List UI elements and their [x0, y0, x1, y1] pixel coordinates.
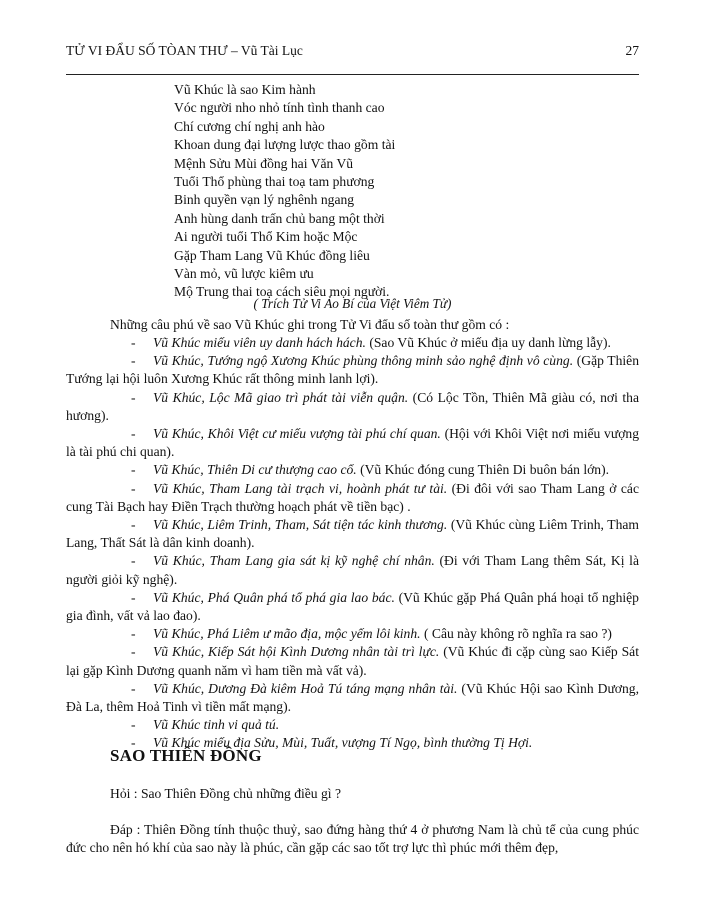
list-item: [66, 716, 639, 734]
bullet-dash: -: [131, 426, 136, 442]
intro-sentence: Những câu phú về sao Vũ Khúc ghi trong Tử Vi đẩu số toàn thư gồm có :: [110, 317, 510, 332]
saying-phrase: Vũ Khúc, Phá Liêm ư mão địa, mộc yếm lôi kinh.: [153, 626, 421, 642]
page-header: [66, 43, 639, 59]
poem-line: Vàn mỏ, vũ lược kiêm ưu: [174, 266, 314, 282]
poem-line: Vũ Khúc là sao Kim hành: [174, 82, 316, 97]
list-item: [66, 352, 639, 388]
saying-list: [66, 334, 639, 753]
bullet-dash: -: [131, 480, 136, 496]
saying-phrase: Vũ Khúc, Khôi Việt cư miếu vượng tài phú chí quan.: [153, 426, 441, 442]
list-item: [66, 589, 639, 625]
question-paragraph: Hỏi : Sao Thiên Đồng chủ những điều gì ?: [110, 786, 342, 801]
list-item: [66, 425, 639, 461]
list-item: [66, 680, 639, 716]
page-number: 27: [625, 43, 639, 58]
poem-line: Mộ Trung thai toạ cách siêu mọi người.: [174, 284, 390, 300]
saying-explanation: ( Câu này không rõ nghĩa ra sao ?): [420, 626, 612, 642]
saying-explanation: (Vũ Khúc cùng Liêm Trinh, Tham Lang, Thất Sát là dân kinh doanh).: [66, 517, 639, 551]
saying-explanation: (Hội với Khôi Việt nơi miếu vượng là tài phú chi quan).: [66, 426, 639, 460]
poem-line: Binh quyền vạn lý nghênh ngang: [174, 192, 355, 208]
list-item: [66, 461, 639, 479]
list-item: [66, 625, 639, 643]
poem-line: Gặp Tham Lang Vũ Khúc đồng liêu: [174, 247, 370, 263]
section-heading: SAO THIÊN ĐỒNG: [110, 746, 262, 765]
saying-phrase: Vũ Khúc, Thiên Di cư thượng cao cổ.: [153, 462, 357, 478]
poem-line: Vóc người nho nhỏ tính tình thanh cao: [174, 100, 385, 116]
bullet-dash: -: [131, 626, 136, 642]
list-item: [66, 480, 639, 516]
saying-explanation: (Có Lộc Tồn, Thiên Mã giàu có, nơi tha hương).: [66, 389, 640, 423]
poem-line: Chí cương chí nghị anh hào: [174, 118, 325, 134]
poem-citation: ( Trích Tử Vi Ảo Bí của Việt Viêm Tử): [253, 296, 452, 311]
poem-line: Anh hùng danh trấn chủ bang một thời: [174, 210, 385, 226]
header-rule: [66, 74, 639, 75]
saying-phrase: Vũ Khúc, Liêm Trinh, Tham, Sát tiện tác kinh thương.: [153, 517, 448, 533]
saying-explanation: (Gặp Thiên Tướng lại hội luôn Xương Khúc rất thông minh lanh lợi).: [66, 353, 639, 387]
saying-phrase: Vũ Khúc, Kiếp Sát hội Kình Dương nhân tài trì lực.: [153, 644, 440, 660]
bullet-dash: -: [131, 517, 136, 533]
bullet-dash: -: [131, 717, 136, 733]
bullet-dash: -: [131, 353, 136, 369]
saying-phrase: Vũ Khúc tinh vi quả tú.: [153, 717, 280, 733]
bullet-dash: -: [131, 680, 136, 696]
saying-explanation: (Đi với Tham Lang thêm Sát, Kị là người giỏi kỹ nghệ).: [66, 553, 639, 587]
bullet-dash: -: [131, 389, 136, 405]
saying-phrase: Vũ Khúc miếu địa Sửu, Mùi, Tuất, vượng Tí Ngọ, bình thường Tị Hợi.: [153, 735, 533, 751]
bullet-dash: -: [131, 462, 136, 478]
poem-block: [174, 81, 395, 302]
answer-paragraph: Đáp : Thiên Đồng tính thuộc thuỷ, sao đứng hàng thứ 4 ở phương Nam là chủ tể của cung phúc đức cho nên hó khí của sao này là phúc, cần gặp các sao tốt trợ lực thì phúc mới thêm đẹp,: [66, 822, 639, 856]
bullet-dash: -: [131, 335, 136, 350]
saying-explanation: (Sao Vũ Khúc ở miếu địa uy danh lừng lẫy).: [365, 335, 611, 350]
list-item: [66, 389, 639, 425]
list-item: [66, 516, 639, 552]
saying-phrase: Vũ Khúc, Lộc Mã giao trì phát tài viễn quận.: [153, 389, 409, 405]
saying-explanation: (Vũ Khúc gặp Phá Quân phá hoại tổ nghiệp gia đình, vất vả lao đao).: [66, 589, 639, 624]
list-item: [66, 334, 639, 352]
poem-line: Mệnh Sửu Mùi đồng hai Văn Vũ: [174, 155, 354, 171]
bullet-dash: -: [131, 553, 136, 569]
saying-phrase: Vũ Khúc, Phá Quân phá tổ phá gia lao bác.: [153, 589, 395, 605]
list-item: [66, 643, 639, 679]
saying-explanation: (Vũ Khúc đóng cung Thiên Di buôn bán lớn).: [356, 462, 610, 478]
list-item: [66, 552, 639, 588]
poem-line: Ai người tuổi Thổ Kim hoặc Mộc: [174, 229, 358, 245]
poem-line: Khoan dung đại lượng lược thao gồm tài: [174, 137, 396, 153]
running-title: TỬ VI ĐẨU SỐ TÒAN THƯ – Vũ Tài Lục: [66, 43, 303, 58]
bullet-dash: -: [131, 735, 136, 751]
saying-phrase: Vũ Khúc, Tham Lang tài trạch vi, hoành phát tư tài.: [153, 480, 448, 496]
saying-phrase: Vũ Khúc, Tướng ngộ Xương Khúc phùng thông minh sảo nghệ định vô cùng.: [153, 353, 574, 369]
saying-phrase: Vũ Khúc miếu viên uy danh hách hách.: [153, 335, 366, 350]
saying-phrase: Vũ Khúc, Tham Lang gia sát kị kỹ nghệ chí nhân.: [153, 553, 435, 569]
saying-explanation: (Đi đôi với sao Tham Lang ở các cung Tài Bạch hay Điền Trạch thường hoạch phát về tiền bạc) .: [66, 480, 639, 514]
bullet-dash: -: [131, 589, 136, 605]
saying-explanation: (Vũ Khúc đi cặp cùng sao Kiếp Sát lại gặp Kình Dương quanh năm vì ham tiền mà vất vả).: [66, 644, 639, 678]
saying-phrase: Vũ Khúc, Dương Đà kiêm Hoả Tú táng mạng nhân tài.: [153, 680, 458, 696]
poem-line: Tuổi Thổ phùng thai toạ tam phương: [174, 174, 375, 190]
bullet-dash: -: [131, 644, 136, 660]
saying-explanation: (Vũ Khúc Hội sao Kình Dương, Đà La, thêm Hoả Tinh vì tiền mất mạng).: [66, 680, 639, 715]
